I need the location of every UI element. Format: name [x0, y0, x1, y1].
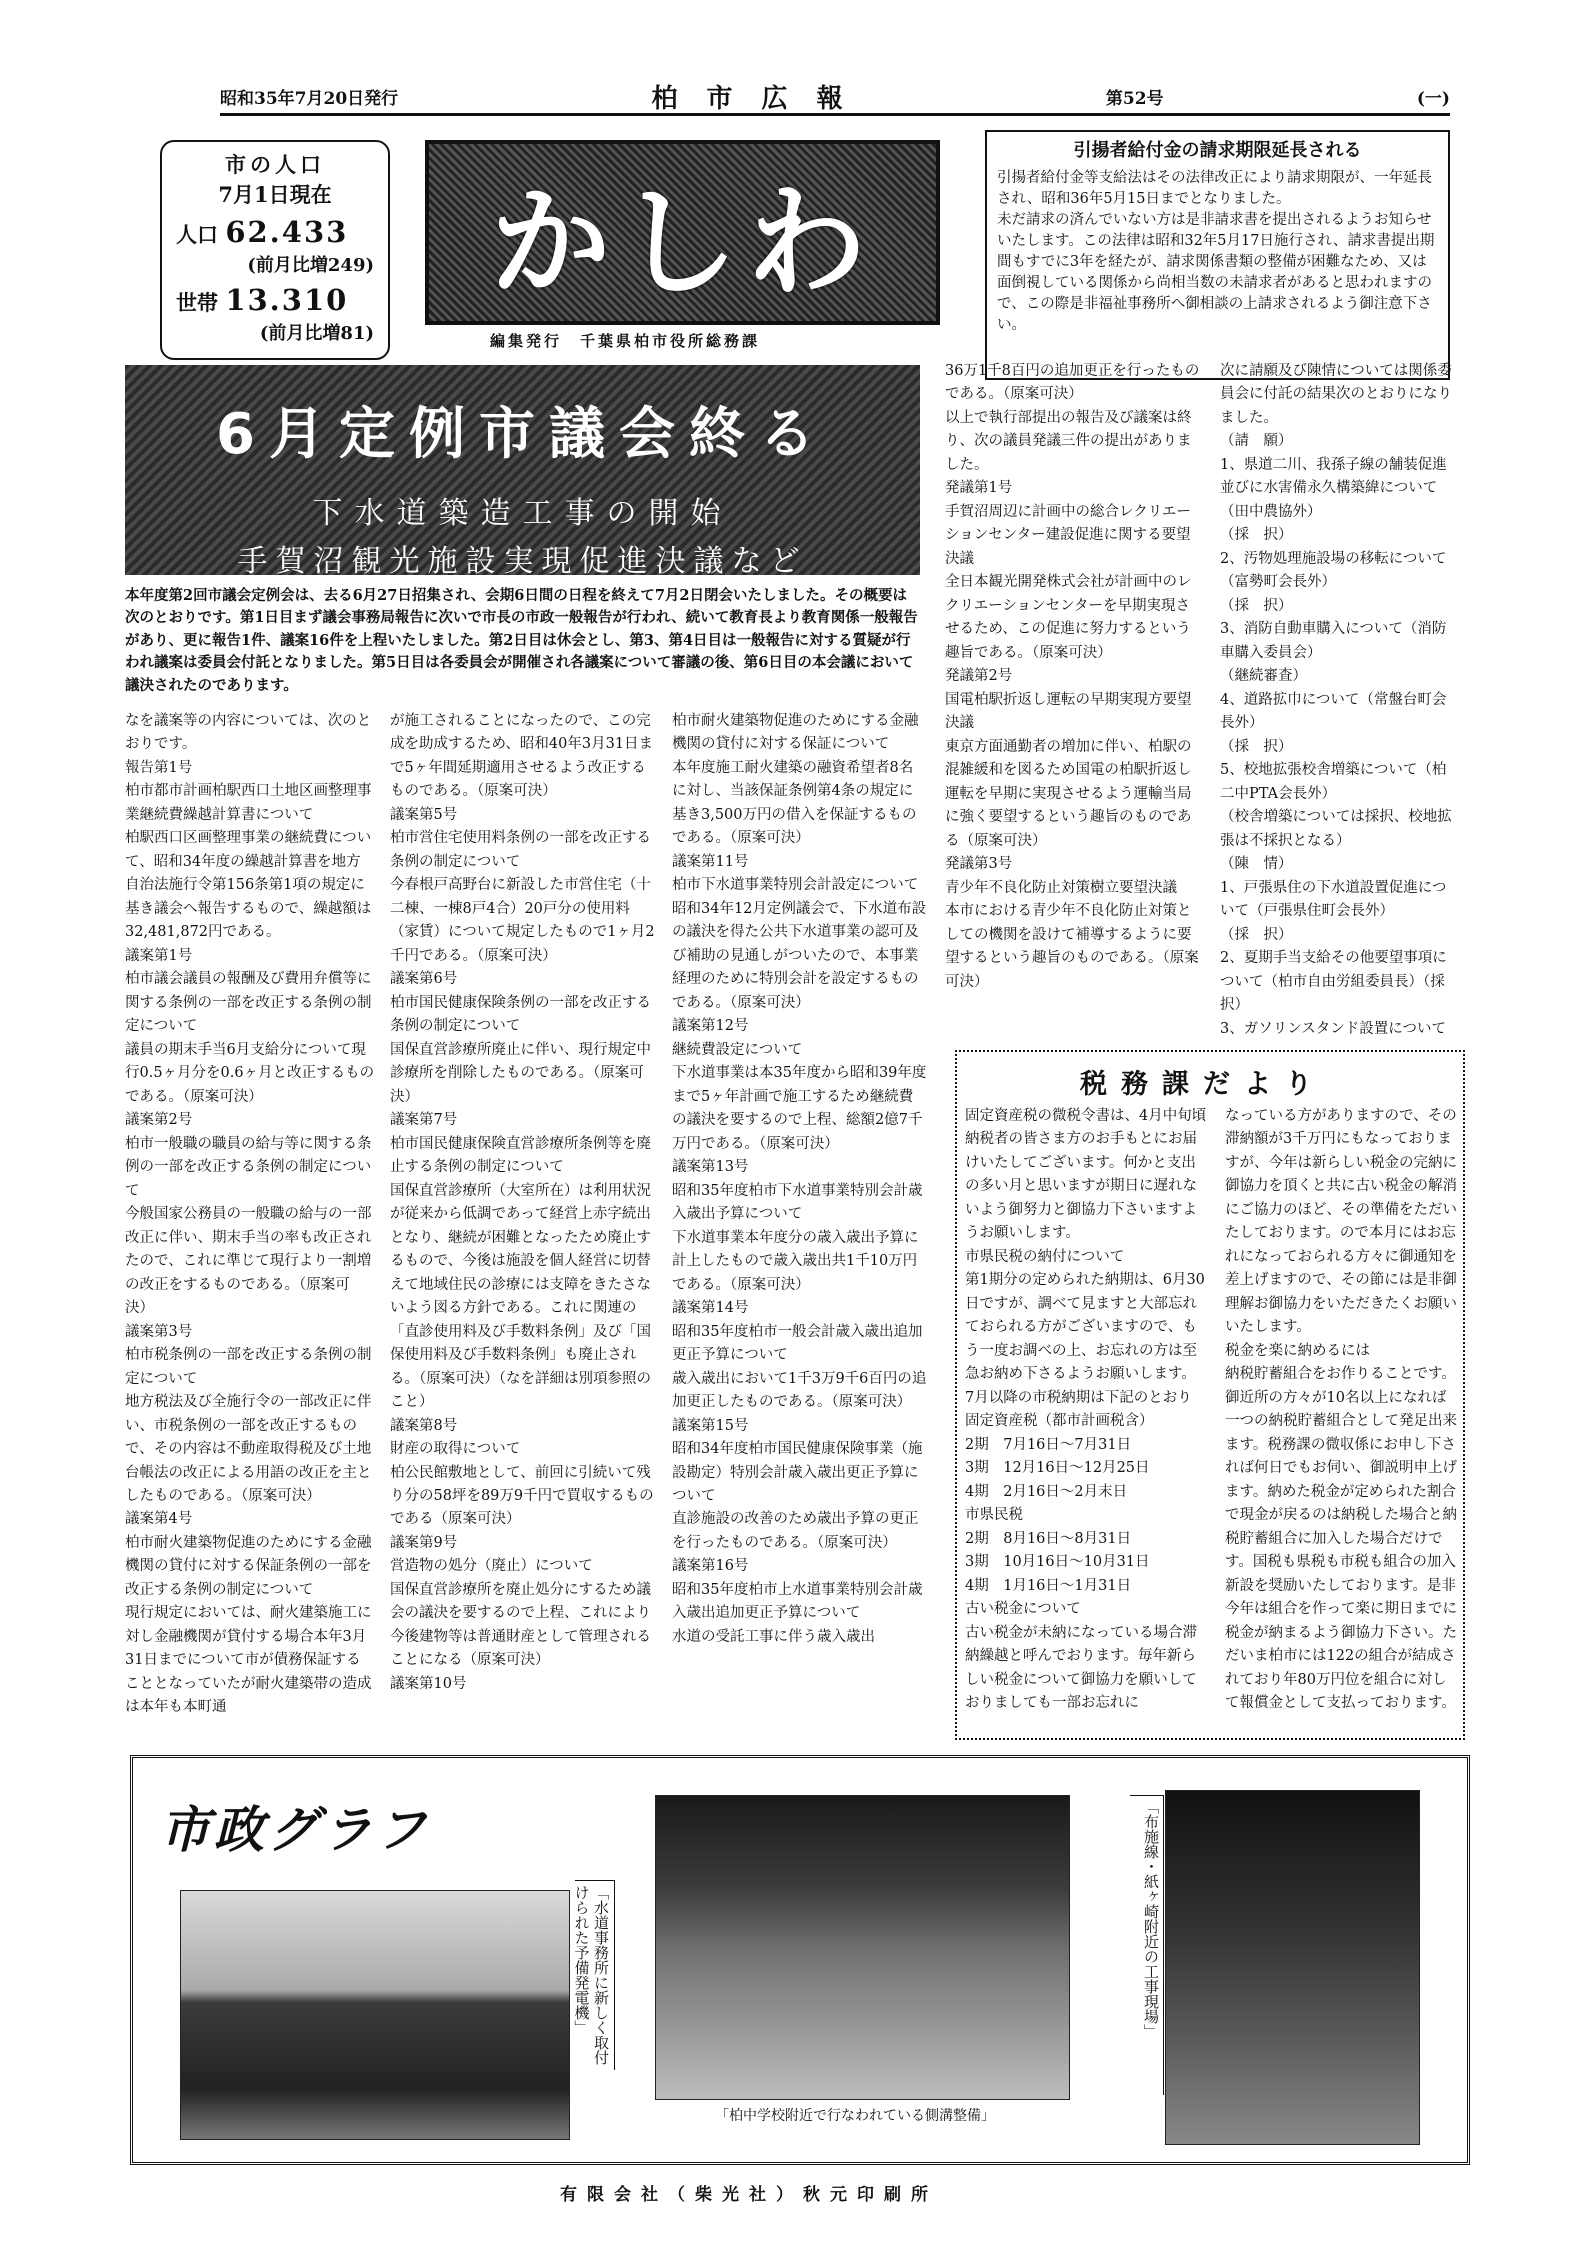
- tax-section-title: 税務課だより: [1080, 1069, 1326, 1100]
- households-count: 13.310: [225, 283, 349, 318]
- header-bar: [220, 80, 1450, 116]
- paper-title: 柏 市 広 報: [651, 84, 853, 114]
- people-count: 62.433: [225, 214, 349, 249]
- sub-headline-1: 下水道築造工事の開始: [312, 496, 733, 531]
- sub-headline-2: 手賀沼観光施設実現促進決議など: [237, 544, 808, 579]
- article-column-4: 36万1千8百円の追加更正を行ったものである。（原案可決） 以上で執行部提出の報告及び議案は終り、次の議員発議三件の提出がありました。 発議第1号 手賀沼周辺に計画中の総合レクリエーションセンター建設促進に関する要望決議 全日本観光開発株式会社が計画中のレクリエーションセンターを早期実現させるため、この促進に努力するという趣旨である。（原案可決） 発議第2号 国電柏駅折返し運転の早期実現方要望決議 東京方面通勤者の増加に伴い、柏駅の混雑緩和を図るため国電の柏駅折返し運転を早期に実現させるよう運輸当局に強く要望するという趣旨のものである（原案可決） 発議第3号 青少年不良化防止対策樹立要望決議 本市における青少年不良化防止対策としての機関を設けて補導するように要望するという趣旨のものである。（原案可決）: [945, 363, 1200, 990]
- notice-box: [985, 130, 1450, 380]
- page-number: (一): [1416, 89, 1450, 109]
- tax-column-2: なっている方がありますので、その滞納額が3千万円にもなっておりますが、今年は新らしい税金の完納に御協力を頂くと共に古い税金の解消にご協力のほど、その準備をただいたしております。ので本月にはお忘れになっておられる方々に御通知を差上げますので、その節には是非御理解お御協力をいただきたくお願いいたします。 税金を楽に納めるには 納税貯蓄組合をお作りることです。御近所の方々が10名以上になれば一つの納税貯蓄組合として発足出来ます。税務課の微収係にお申し下されば何日でもお伺い、御説明申上げます。納めた税金が定められた割合で現金が戻るのは納税した場合と納税貯蓄組合に加入した場合だけです。国税も県税も市税も組合の加入新設を奨励いたしております。是非今年は組合を作って楽に期日までに税金が納まるよう御協力下さい。ただいま柏市には122の組合が結成されており年80万円位を組合に対して報償金として支払っております。: [1225, 1108, 1457, 1712]
- photo-section-title: 市政グラフ: [160, 1801, 430, 1859]
- article-column-3: 柏市耐火建築物促進のためにする金融機関の貸付に対する保証について 本年度施工耐火建築の融資希望者8名に対し、当該保証条例第4条の規定に基き3,500万円の借入を保証するものである。（原案可決） 議案第11号 柏市下水道事業特別会計設定について 昭和34年12月定例議会で、下水道布設の議決を得た公共下水道事業の認可及び補助の見通しがついたので、本事業経理のために特別会計を設定するものである。（原案可決） 議案第12号 継続費設定について 下水道事業は本35年度から昭和39年度まで5ヶ年計画で施工するため継続費の議決を要するので上程、総額2億7千万円である。（原案可決） 議案第13号 昭和35年度柏市下水道事業特別会計歳入歳出予算について 下水道事業本年度分の歳入歳出予算に計上したもので歳入歳出共1千10万円である。（原案可決） 議案第14号 昭和35年度柏市一般会計歳入歳出追加更正予算について 歳入歳出において1千3万9千6百円の追加更正したものである。（原案可決） 議案第15号 昭和34年度柏市国民健康保険事業（施設勘定）特別会計歳入歳出更正予算について 直診施設の改善のため歳出予算の更正を行ったものである。（原案可決） 議案第16号 昭和35年度柏市上水道事業特別会計歳入歳出追加更正予算について 水道の受託工事に伴う歳入歳出: [672, 713, 927, 1645]
- article-column-1: なを議案等の内容については、次のとおりです。 報告第1号 柏市都市計画柏駅西口土地区画整理事業継続費繰越計算書について 柏駅西口区画整理事業の継続費について、昭和34年度の繰越計算書を地方自治法施行令第156条第1項の規定に基き議会へ報告するもので、繰越額は32,481,872円である。 議案第1号 柏市議会議員の報酬及び費用弁償等に関する条例の一部を改正する条例の制定について 議員の期末手当6月支給分について現行0.5ヶ月分を0.6ヶ月と改正するものである。（原案可決） 議案第2号 柏市一般職の職員の給与等に関する条例の一部を改正する条例の制定について 今般国家公務員の一般職の給与の一部改正に伴い、期末手当の率も改正されたので、これに準じて現行より一割増の改正をするものである。（原案可決） 議案第3号 柏市税条例の一部を改正する条例の制定について 地方税法及び全施行令の一部改正に伴い、市税条例の一部を改正するもので、その内容は不動産取得税及び土地台帳法の改正による用語の改正を主としたものである。（原案可決） 議案第4号 柏市耐火建築物促進のためにする金融機関の貸付に対する保証条例の一部を改正する条例の制定について 現行規定においては、耐火建築施工に対し金融機関が貸付する場合本年3月31日までについて市が債務保証することとなっていたが耐火建築帯の造成は本年も本町通: [125, 713, 375, 1716]
- population-box: [160, 140, 390, 360]
- editor-line: 編集発行 千葉県柏市役所総務課: [490, 332, 761, 350]
- population-households-row: [176, 279, 374, 321]
- photo-caption-1: 「水道事務所に新しく取付けられた予備発電機」: [575, 1880, 615, 2070]
- headline-banner: [125, 365, 920, 579]
- population-asof: 7月1日現在: [218, 182, 332, 208]
- households-change: (前月比増81): [259, 323, 374, 345]
- population-title: 市の人口: [225, 152, 325, 177]
- printer-credit: 有限会社（柴光社）秋元印刷所: [560, 2185, 938, 2205]
- notice-body: 引揚者給付金等支給法はその法律改正により請求期限が、一年延長され、昭和36年5月15日までとなりました。 未だ請求の済んでいない方は是非請求書を提出されるようお知らせいたします。この法律は昭和32年5月17日施行され、請求書提出期間もすでに3年を経たが、請求関係書類の整備が困難なため、又は面倒視している関係から尚相当数の未請求者があると思われますので、この際是非福祉事務所へ御相談の上請求されるよう御注意下さい。: [997, 170, 1435, 334]
- issue-number: 第52号: [1105, 89, 1164, 109]
- issue-date: 昭和35年7月20日発行: [220, 89, 399, 109]
- tax-column-1: 固定資産税の微税令書は、4月中旬頃納税者の皆さま方のお手もとにお届けいたしてございます。何かと支出の多い月と思いますが期日に遅れないよう御努力と御協力下さいますようお願いします。 市県民税の納付について 第1期分の定められた納期は、6月30日ですが、調べて見ますと大部忘れておられる方がございますので、もう一度お調べの上、お忘れの方は至急お納め下さるようお願いします。 7月以降の市税納期は下記のとおり 固定資産税（都市計画税含） 2期 7月16日～7月31日 3期 12月16日～12月25日 4期 2月16日～2月末日 市県民税 2期 8月16日～8月31日 3期 10月16日～10月31日 4期 1月16日～1月31日 古い税金について 古い税金が未納になっている場合滞納繰越と呼んでおります。毎年新らしい税金について御協力を願いしておりましても一部お忘れに: [965, 1108, 1207, 1712]
- population-people-row: [176, 211, 374, 253]
- photo-caption-3: 「布施線・紙ヶ崎附近の工事現場」: [1130, 1795, 1164, 2095]
- notice-title: 引揚者給付金の請求期限延長される: [1073, 140, 1362, 161]
- article-column-5: 次に請願及び陳情については関係委員会に付託の結果次のとおりになりました。 （請 願） 1、県道二川、我孫子線の舗装促進並びに水害備永久構築緯について（田中農協外） （採 択） 2、汚物処理施設場の移転について（富勢町会長外） （採 択） 3、消防自動車購入について（消防車購入委員会） （継続審査） 4、道路拡巾について（常盤台町会長外） （採 択） 5、校地拡張校舎増築について（柏二中PTA会長外） （校舎増築については採択、校地拡張は不採択となる） （陳 情） 1、戸張県住の下水道設置促進について（戸張県住町会長外） （採 択） 2、夏期手当支給その他要望事項について（柏市自由労組委員長）（採 択） 3、ガソリンスタンド設置について: [1220, 363, 1452, 1037]
- photo-caption-2: 「柏中学校附近で行なわれている側溝整備」: [715, 2108, 995, 2124]
- article-column-2: が施工されることになったので、この完成を助成するため、昭和40年3月31日まで5ヶ年間延期適用させるよう改正するものである。（原案可決） 議案第5号 柏市営住宅使用料条例の一部を改正する条例の制定について 今春根戸高野台に新設した市営住宅（十二棟、一棟8戸4合）20戸分の使用料（家賃）について規定したもので1ヶ月2千円である。（原案可決） 議案第6号 柏市国民健康保険条例の一部を改正する条例の制定について 国保直営診療所廃止に伴い、現行規定中診療所を削除したものである。（原案可決） 議案第7号 柏市国民健康保険直営診療所条例等を廃止する条例の制定について 国保直営診療所（大室所在）は利用状況が従来から低調であって経営上赤字続出となり、継続が困難となったため廃止するもので、今後は施設を個人経営に切替えて地域住民の診療には支障をきたさないよう図る方針である。これに関連の「直診使用料及び手数料条例」及び「国保使用料及び手数料条例」も廃止される。（原案可決）（なを詳細は別項参照のこと） 議案第8号 財産の取得について 柏公民館敷地として、前回に引続いて残り分の58坪を89万9千円で買収するものである（原案可決） 議案第9号 営造物の処分（廃止）について 国保直営診療所を廃止処分にするため議会の議決を要するので上程、これにより今後建物等は普通財産として管理されることになる（原案可決） 議案第10号: [390, 713, 655, 1692]
- photo-road: [655, 1795, 1070, 2100]
- people-label: 人口: [176, 221, 218, 247]
- masthead-logo: [425, 140, 940, 325]
- households-label: 世帯: [176, 290, 218, 316]
- intro-paragraph: 本年度第2回市議会定例会は、去る6月27日招集され、会期6日間の日程を終えて7月2日閉会いたしました。その概要は次のとおりです。第1日目まず議会事務局報告に次いで市長の市政一般報告が行われ、続いて教育長より教育関係一般報告があり、更に報告1件、議案16件を上程いたしました。第2日目は休会とし、第3、第4日目は一般報告に対する質疑が行われ議案は委員会付託となりました。第5日目は各委員会が開催され各議案について審議の後、第6日目の本会議において議決されたのであります。: [125, 587, 918, 694]
- main-headline: 6月定例市議会終る: [216, 402, 829, 467]
- logo-text: かしわ: [490, 171, 875, 313]
- photo-generator: [180, 1890, 570, 2140]
- people-change: (前月比増249): [247, 254, 374, 276]
- photo-construction: [1165, 1790, 1420, 2145]
